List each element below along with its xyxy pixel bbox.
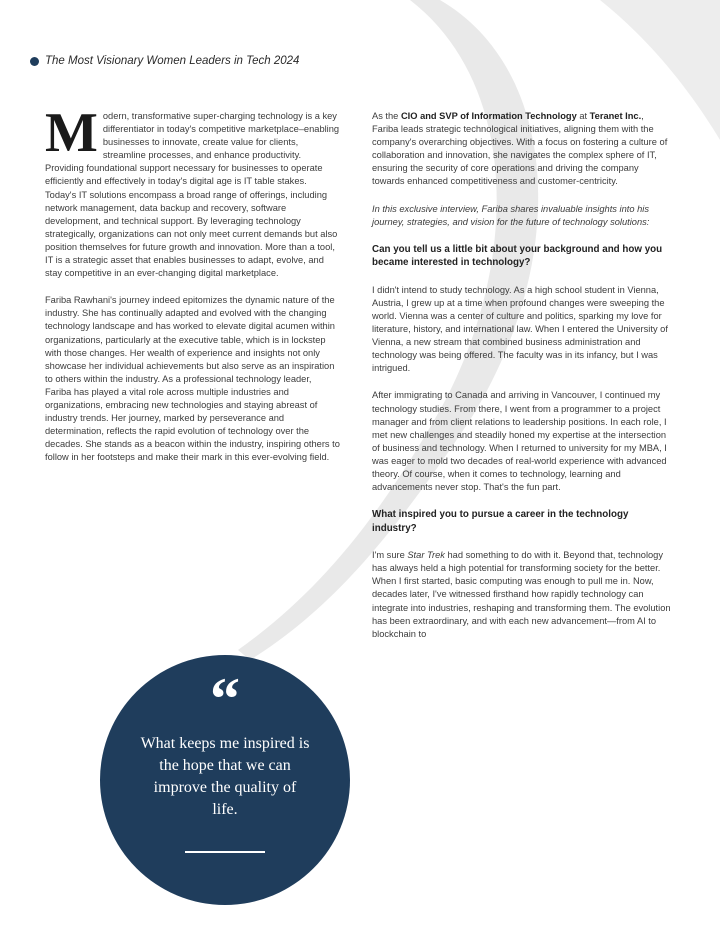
quote-mark-icon: “ bbox=[210, 666, 240, 732]
header-title: The Most Visionary Women Leaders in Tech 2024 bbox=[45, 55, 300, 67]
bio-paragraph: Fariba Rawhani's journey indeed epitomizes the dynamic nature of the industry. She has continually adapted and evolved with the changing technology landscape and has worked to elevate digital acumen within organizations, particularly at the executive table, which is in lockstep with those changes. Her wealth of experience and insights not only showcase her individual achievements but also serve as an inspiration to others within the industry. As a professional technology leader, Fariba has played a vital role across multiple industries and organizations, embracing new technologies and staying abreast of industry trends. Her journey, marked by perseverance and determination, reflects the rapid evolution of technology over the decades. She stands as a beacon within the industry, inspiring others to follow in her footsteps and make their mark in this ever-evolving field. bbox=[45, 295, 340, 463]
role-paragraph: As the CIO and SVP of Information Technology at Teranet Inc., Fariba leads strategic technological initiatives, aligning them with the company's overarching objectives. With a focus on fostering a culture of collaboration and innovation, she navigates the complex sphere of IT, ensuring the security of core operations and driving the company towards enhanced competitiveness and customer-centricity. bbox=[372, 111, 668, 187]
section-header bbox=[30, 55, 299, 67]
question-1: Can you tell us a little bit about your background and how you became interested in technology? bbox=[372, 243, 663, 269]
bullet-dot-icon bbox=[30, 57, 39, 66]
answer-1b: After immigrating to Canada and arriving in Vancouver, I continued my technology studies. From there, I went from a programmer to a project manager and from client relations to leadership positions. In each role, I met new challenges and steadily honed my expertise at the intersection of business and technology. When I returned to university for my MBA, I was eager to mold two decades of real-world experience with advanced theory. Of course, when it comes to technology, learning and advancements never stop. That's the fun part. bbox=[372, 390, 667, 493]
drop-cap: M bbox=[45, 102, 98, 164]
question-2: What inspired you to pursue a career in the technology industry? bbox=[372, 509, 629, 534]
answer-2: I'm sure Star Trek had something to do with it. Beyond that, technology has always held a high potential for transforming society for the better. When I first started, basic computing was enough to pull me in. Now, decades later, I've witnessed firsthand how rapidly technology can integrate into industries, reshaping and transforming them. The evolution has been extraordinary, and with each new advancement—from AI to blockchain to bbox=[372, 550, 671, 639]
quote-divider bbox=[185, 851, 265, 853]
pull-quote-text: What keeps me inspired is the hope that we can improve the quality of life. bbox=[140, 735, 310, 818]
right-column bbox=[372, 110, 672, 655]
answer-1a: I didn't intend to study technology. As a high school student in Vienna, Austria, I grew up at a time when profound changes were sweeping the world. Vienna was a center of culture and politics, sparking my love for literature, history, and international law. When I entered the University of Vienna, a new stream that combined business administration and technology was being offered. The faculty was in its infancy, but I was intrigued. bbox=[372, 284, 668, 374]
left-column bbox=[45, 102, 340, 478]
interview-intro: In this exclusive interview, Fariba shares invaluable insights into his journey, strategies, and vision for the future of technology solutions: bbox=[372, 203, 650, 227]
role-title: CIO and SVP of Information Technology bbox=[400, 111, 577, 121]
pull-quote bbox=[100, 655, 350, 905]
intro-paragraph: Modern, transformative super-charging technology is a key differentiator in today's competitive marketplace–enabling businesses to innovate, create value for clients, streamline processes, and enhance productivity. Providing foundational support necessary for businesses to operate efficiently and effectively in today's digital age is IT table stakes. Today's IT solutions encompass a broad range of offerings, including network management, data backup and recovery, software development, and technical support. By leveraging technology strategically, organizations can not only meet current demands but also position themselves for future growth and innovation. More than a tool, IT is a strategic asset that enables businesses to adapt, evolve, and stay competitive in an ever-changing digital marketplace. bbox=[45, 102, 340, 279]
show-title: Star Trek bbox=[407, 550, 445, 561]
company-name: Teranet Inc. bbox=[589, 111, 642, 121]
